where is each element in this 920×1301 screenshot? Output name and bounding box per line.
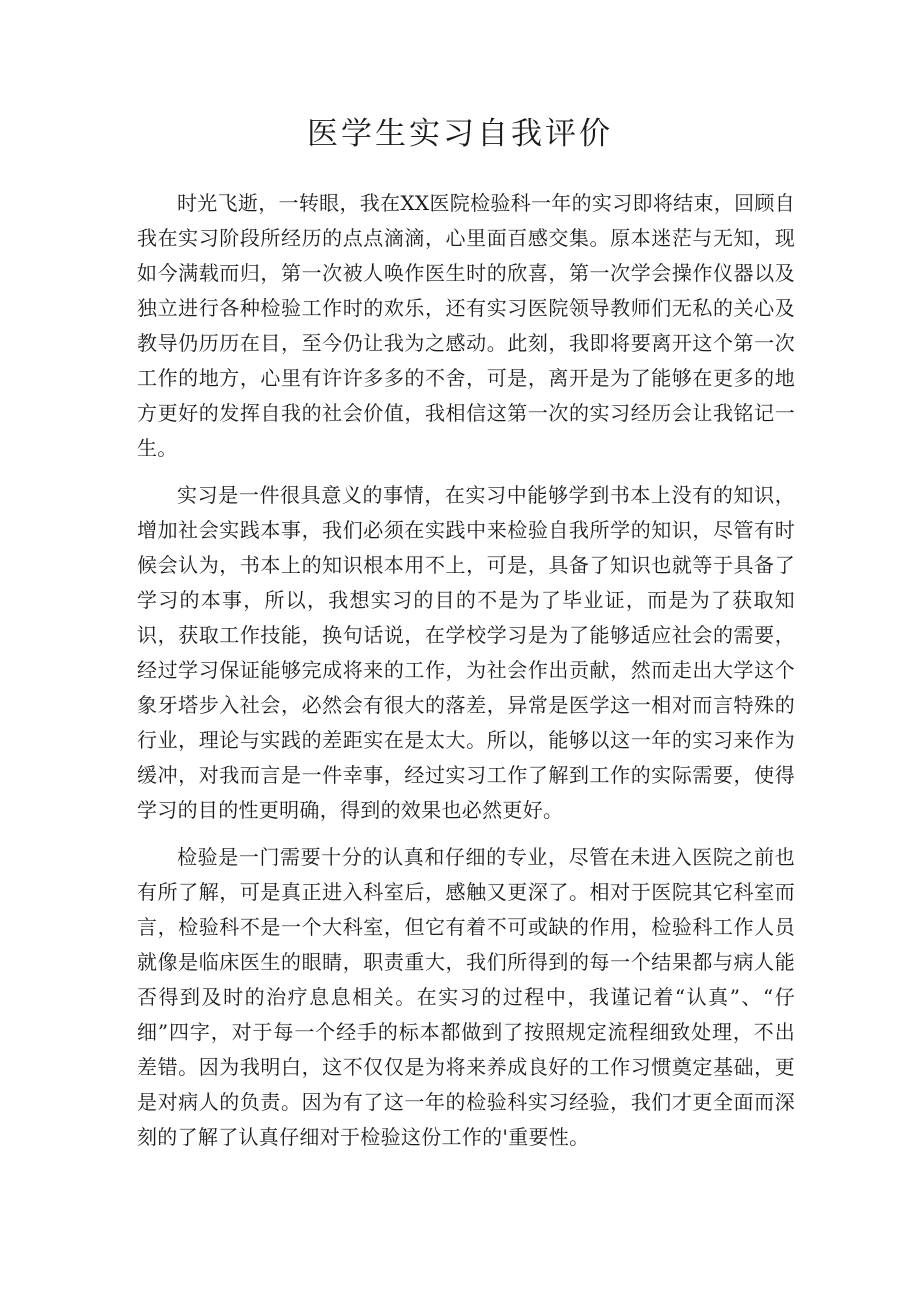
document-title: 医学生实习自我评价 [307, 116, 613, 152]
paragraph-2: 实习是一件很具意义的事情，在实习中能够学到书本上没有的知识，增加社会实践本事，我们必须在实践中来检验自我所学的知识，尽管有时候会认为，书本上的知识根本用不上，可是，具备了知识也就等于具备了学习的本事，所以，我想实习的目的不是为了毕业证，而是为了获取知识，获取工作技能，换句话说，在学校学习是为了能够适应社会的需要，经过学习保证能够完成将来的工作，为社会作出贡献，然而走出大学这个象牙塔步入社会，必然会有很大的落差，异常是医学这一相对而言特殊的行业，理论与实践的差距实在是太大。所以，能够以这一年的实习来作为缓冲，对我而言是一件幸事，经过实习工作了解到工作的实际需要，使得学习的目的性更明确，得到的效果也必然更好。 [137, 483, 795, 822]
document-body [137, 186, 795, 1167]
paragraph-1: 时光飞逝，一转眼，我在XX医院检验科一年的实习即将结束，回顾自我在实习阶段所经历的点点滴滴，心里面百感交集。原本迷茫与无知，现如今满载而归，第一次被人唤作医生时的欣喜，第一次学会操作仪器以及独立进行各种检验工作时的欢乐，还有实习医院领导教师们无私的关心及教导仍历历在目，至今仍让我为之感动。此刻，我即将要离开这个第一次工作的地方，心里有许许多多的不舍，可是，离开是为了能够在更多的地方更好的发挥自我的社会价值，我相信这第一次的实习经历会让我铭记一生。 [137, 191, 795, 460]
paragraph-3: 检验是一门需要十分的认真和仔细的专业，尽管在未进入医院之前也有所了解，可是真正进入科室后，感触又更深了。相对于医院其它科室而言，检验科不是一个大科室，但它有着不可或缺的作用，检验科工作人员就像是临床医生的眼睛，职责重大，我们所得到的每一个结果都与病人能否得到及时的治疗息息相关。在实习的过程中，我谨记着“认真”、“仔细”四字，对于每一个经手的标本都做到了按照规定流程细致处理，不出差错。因为我明白，这不仅仅是为将来养成良好的工作习惯奠定基础，更是对病人的负责。因为有了这一年的检验科实习经验，我们才更全面而深刻的了解了认真仔细对于检验这份工作的'重要性。 [137, 845, 795, 1149]
